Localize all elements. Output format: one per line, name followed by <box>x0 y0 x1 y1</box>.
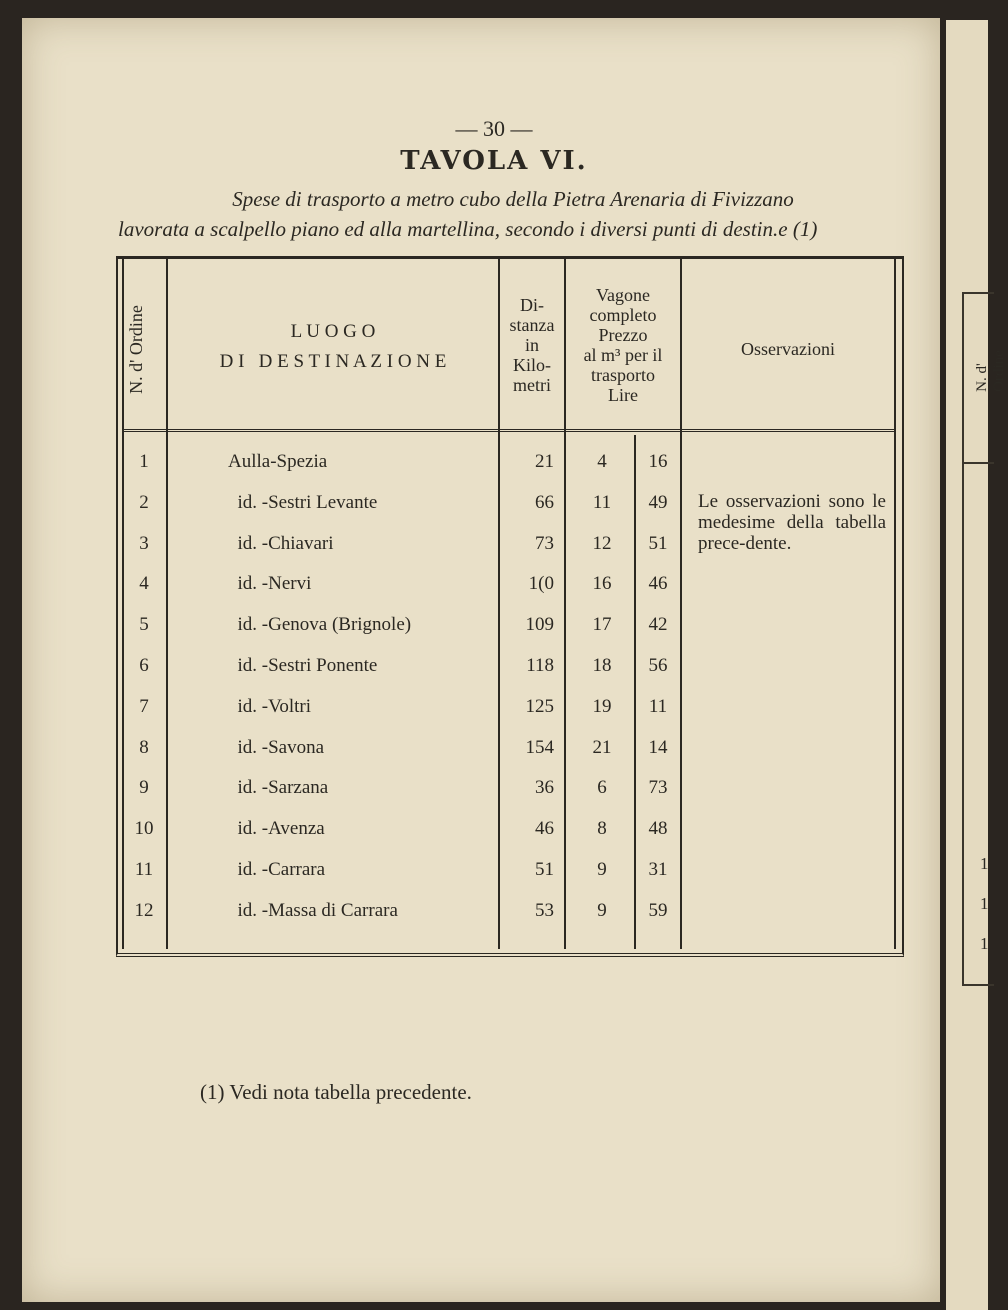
row-destination: id. -Savona <box>228 736 325 758</box>
row-price-lire: 18 <box>592 655 612 676</box>
row-price-cents: 46 <box>648 573 668 595</box>
row-destination: id. -Sarzana <box>228 777 329 799</box>
row-price-lire: 6 <box>597 777 607 799</box>
col-rule <box>122 259 124 949</box>
row-price-cents: 14 <box>648 736 668 758</box>
row-number: 5 <box>139 614 149 636</box>
col-rule <box>166 259 168 949</box>
row-number: 1 <box>139 451 149 472</box>
row-price-lire: 21 <box>592 736 612 758</box>
row-price-lire: 19 <box>592 695 612 717</box>
row-number: 6 <box>139 655 149 676</box>
row-number: 2 <box>139 491 149 513</box>
col-rule <box>680 259 682 949</box>
row-distance: 154 <box>525 736 554 758</box>
row-price-cents: 73 <box>648 777 668 799</box>
row-price-lire: 11 <box>592 491 612 513</box>
header-ordine: N. d' Ordine <box>125 305 146 394</box>
header-rule <box>122 429 894 432</box>
header-distanza: Di- stanza in Kilo- metri <box>509 295 555 395</box>
row-distance: 36 <box>535 777 554 799</box>
osservazioni-text: Le osservazioni sono le medesime della tabella prece-dente. <box>698 491 886 554</box>
facing-number: 1 <box>980 854 989 873</box>
row-number: 3 <box>139 532 149 554</box>
subtitle-line-2: lavorata a scalpello piano ed alla martellina, secondo i diversi punti di destin.e (1) <box>118 217 818 241</box>
row-destination: id. -Voltri <box>228 695 312 717</box>
row-price-cents: 16 <box>648 451 668 472</box>
row-number: 7 <box>139 695 149 717</box>
page-number: — 30 — <box>455 116 533 141</box>
row-destination: id. -Carrara <box>228 859 326 880</box>
header-osservazioni: Osservazioni <box>741 339 835 359</box>
row-distance: 125 <box>525 695 554 717</box>
row-distance: 1(0 <box>528 573 554 595</box>
header-luogo-line2: D I D E S T I N A Z I O N E <box>219 351 447 372</box>
row-number: 9 <box>139 777 149 799</box>
row-destination: id. -Avenza <box>228 818 325 840</box>
table-title: TAVOLA VI. <box>400 146 588 176</box>
row-destination: Aulla-Spezia <box>228 451 328 472</box>
header-vagone: Vagone completo Prezzo al m³ per il trasporto Lire <box>583 285 663 405</box>
facing-page-table <box>962 292 1007 986</box>
header-luogo <box>170 317 496 377</box>
row-price-cents: 51 <box>648 532 668 554</box>
row-destination: id. -Massa di Carrara <box>228 899 398 921</box>
row-price-cents: 56 <box>648 655 668 676</box>
row-destination: id. -Genova (Brignole) <box>228 614 412 636</box>
table-subtitle <box>118 184 908 244</box>
row-destination: id. -Sestri Ponente <box>228 655 378 676</box>
facing-header-rule <box>964 462 994 464</box>
col-rule-cents <box>634 435 636 949</box>
row-destination: id. -Chiavari <box>228 532 334 554</box>
footnote: (1) Vedi nota tabella precedente. <box>200 1080 472 1104</box>
row-destination: id. -Sestri Levante <box>228 491 378 513</box>
row-price-cents: 31 <box>648 859 668 880</box>
header-luogo-line1: L U O G O <box>290 321 376 342</box>
col-rule <box>894 259 896 949</box>
row-price-cents: 49 <box>648 491 668 513</box>
transport-cost-table <box>116 256 904 957</box>
row-price-cents: 42 <box>648 614 668 636</box>
row-price-cents: 11 <box>648 695 668 717</box>
row-distance: 73 <box>535 532 554 554</box>
row-price-lire: 17 <box>592 614 612 636</box>
row-distance: 21 <box>535 451 554 472</box>
row-destination: id. -Nervi <box>228 573 312 595</box>
row-distance: 66 <box>535 491 554 513</box>
row-number: 8 <box>139 736 149 758</box>
row-distance: 118 <box>526 655 554 676</box>
row-number: 4 <box>139 573 149 595</box>
row-price-lire: 9 <box>597 899 607 921</box>
facing-number: 1 <box>980 934 989 953</box>
row-distance: 46 <box>535 818 554 840</box>
facing-number: 1 <box>980 894 989 913</box>
row-price-lire: 9 <box>597 859 607 880</box>
row-number: 11 <box>134 859 154 880</box>
row-distance: 51 <box>535 859 554 880</box>
row-price-cents: 59 <box>648 899 668 921</box>
row-distance: 53 <box>535 899 554 921</box>
row-price-lire: 12 <box>592 532 612 554</box>
row-price-lire: 16 <box>592 573 612 595</box>
row-distance: 109 <box>525 614 554 636</box>
row-number: 12 <box>134 899 154 921</box>
row-number: 10 <box>134 818 154 840</box>
row-price-lire: 4 <box>597 451 607 472</box>
row-price-cents: 48 <box>648 818 668 840</box>
facing-header-ordine: N. d' Ordine <box>973 350 1007 392</box>
row-price-lire: 8 <box>597 818 607 840</box>
subtitle-line-1: Spese di trasporto a metro cubo della Pietra Arenaria di Fivizzano <box>232 187 794 211</box>
